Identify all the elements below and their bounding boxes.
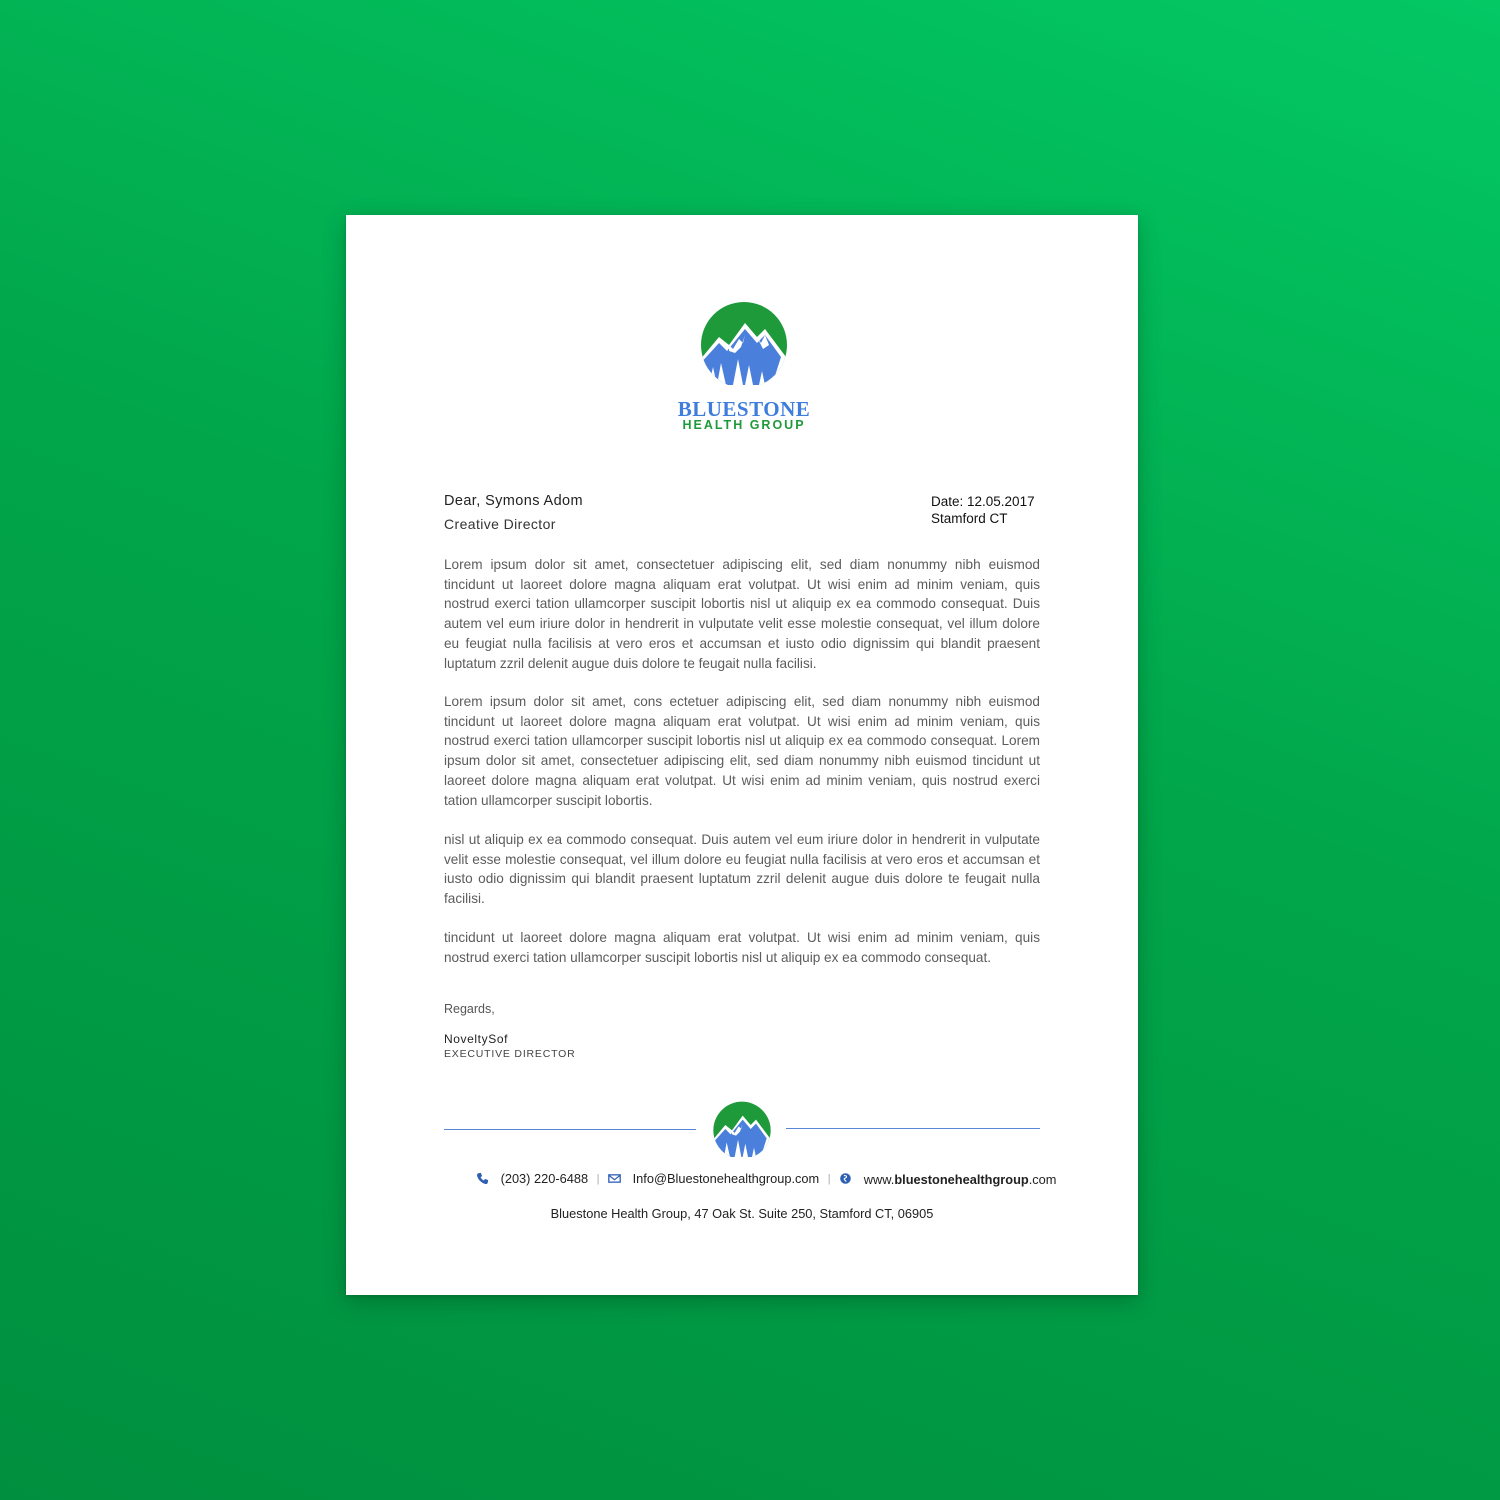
mountain-logo-icon [699,301,789,385]
body-paragraph-3: nisl ut aliquip ex ea commodo consequat. Duis autem vel eum iriure dolor in hendrerit in vulputate velit esse molestie consequat, vel illum dolore eu feugiat nulla facilisis at vero eros et accumsan et iusto odio dignissim qui blandit praesent luptatum zzril delenit augue duis dolore te feugait nulla facilisi. [444,832,1040,907]
footer-website-link[interactable] [864,1171,1057,1187]
footer-separator: | [827,1172,831,1185]
closing-regards: Regards, [444,1002,495,1016]
brand-subname: HEALTH GROUP [682,418,806,432]
letter-date: Date: 12.05.2017 [931,494,1035,509]
footer-divider-right [786,1128,1040,1129]
footer-separator: | [596,1172,600,1185]
body-paragraph-4: tincidunt ut laoreet dolore magna aliquam erat volutpat. Ut wisi enim ad minim veniam, quis nostrud exerci tation ullamcorper suscipit lobortis nisl ut aliquip ex ea commodo consequat. [444,930,1040,965]
footer-email-link[interactable]: Info@Bluestonehealthgroup.com [632,1171,820,1187]
website-domain: bluestonehealthgroup [894,1171,1029,1187]
recipient-title: Creative Director [444,516,556,532]
body-paragraph-2: Lorem ipsum dolor sit amet, cons ectetuer adipiscing elit, sed diam nonummy nibh euismod tincidunt ut laoreet dolore magna aliquam erat volutpat. Ut wisi enim ad minim veniam, quis nostrud exerci tation ullamcorper suscipit lobortis nisl ut aliquip ex ea commodo consequat. Lorem ipsum dolor sit amet, consectetuer adipiscing elit, sed diam nonummy nibh euismod tincidunt ut laoreet dolore magna aliquam erat volutpat. Ut wisi enim ad minim veniam, quis nostrud exerci tation ullamcorper suscipit lobortis. [444,694,1040,808]
phone-icon [476,1172,489,1185]
brand-name: BLUESTONE [677,397,811,421]
letterhead-page [346,215,1138,1295]
letter-location: Stamford CT [931,511,1008,526]
footer-phone: (203) 220-6488 [500,1171,589,1187]
signer-title: EXECUTIVE DIRECTOR [444,1048,576,1060]
brand-logo [664,301,824,431]
globe-icon [839,1172,852,1185]
footer-address: Bluestone Health Group, 47 Oak St. Suite 250, Stamford CT, 06905 [550,1206,934,1221]
footer-divider-left [444,1129,696,1130]
recipient-greeting: Dear, Symons Adom [444,493,583,509]
website-suffix: .com [1028,1171,1057,1187]
footer-mountain-logo-icon [712,1101,772,1157]
footer-contact-row [476,1170,1057,1190]
body-paragraph-1: Lorem ipsum dolor sit amet, consectetuer adipiscing elit, sed diam nonummy nibh euismod tincidunt ut laoreet dolore magna aliquam erat volutpat. Ut wisi enim ad minim veniam, quis nostrud exerci tation ullamcorper suscipit lobortis nisl ut aliquip ex ea commodo consequat. Duis autem vel eum iriure dolor in hendrerit in vulputate velit esse molestie consequat, vel illum dolore eu feugiat nulla facilisis at vero eros et accumsan et iusto odio dignissim qui blandit praesent luptatum zzril delenit augue duis dolore te feugait nulla facilisi. [444,557,1040,671]
website-prefix: www. [863,1171,895,1187]
mail-icon [608,1172,621,1185]
signer-name: NoveltySof [444,1032,509,1046]
